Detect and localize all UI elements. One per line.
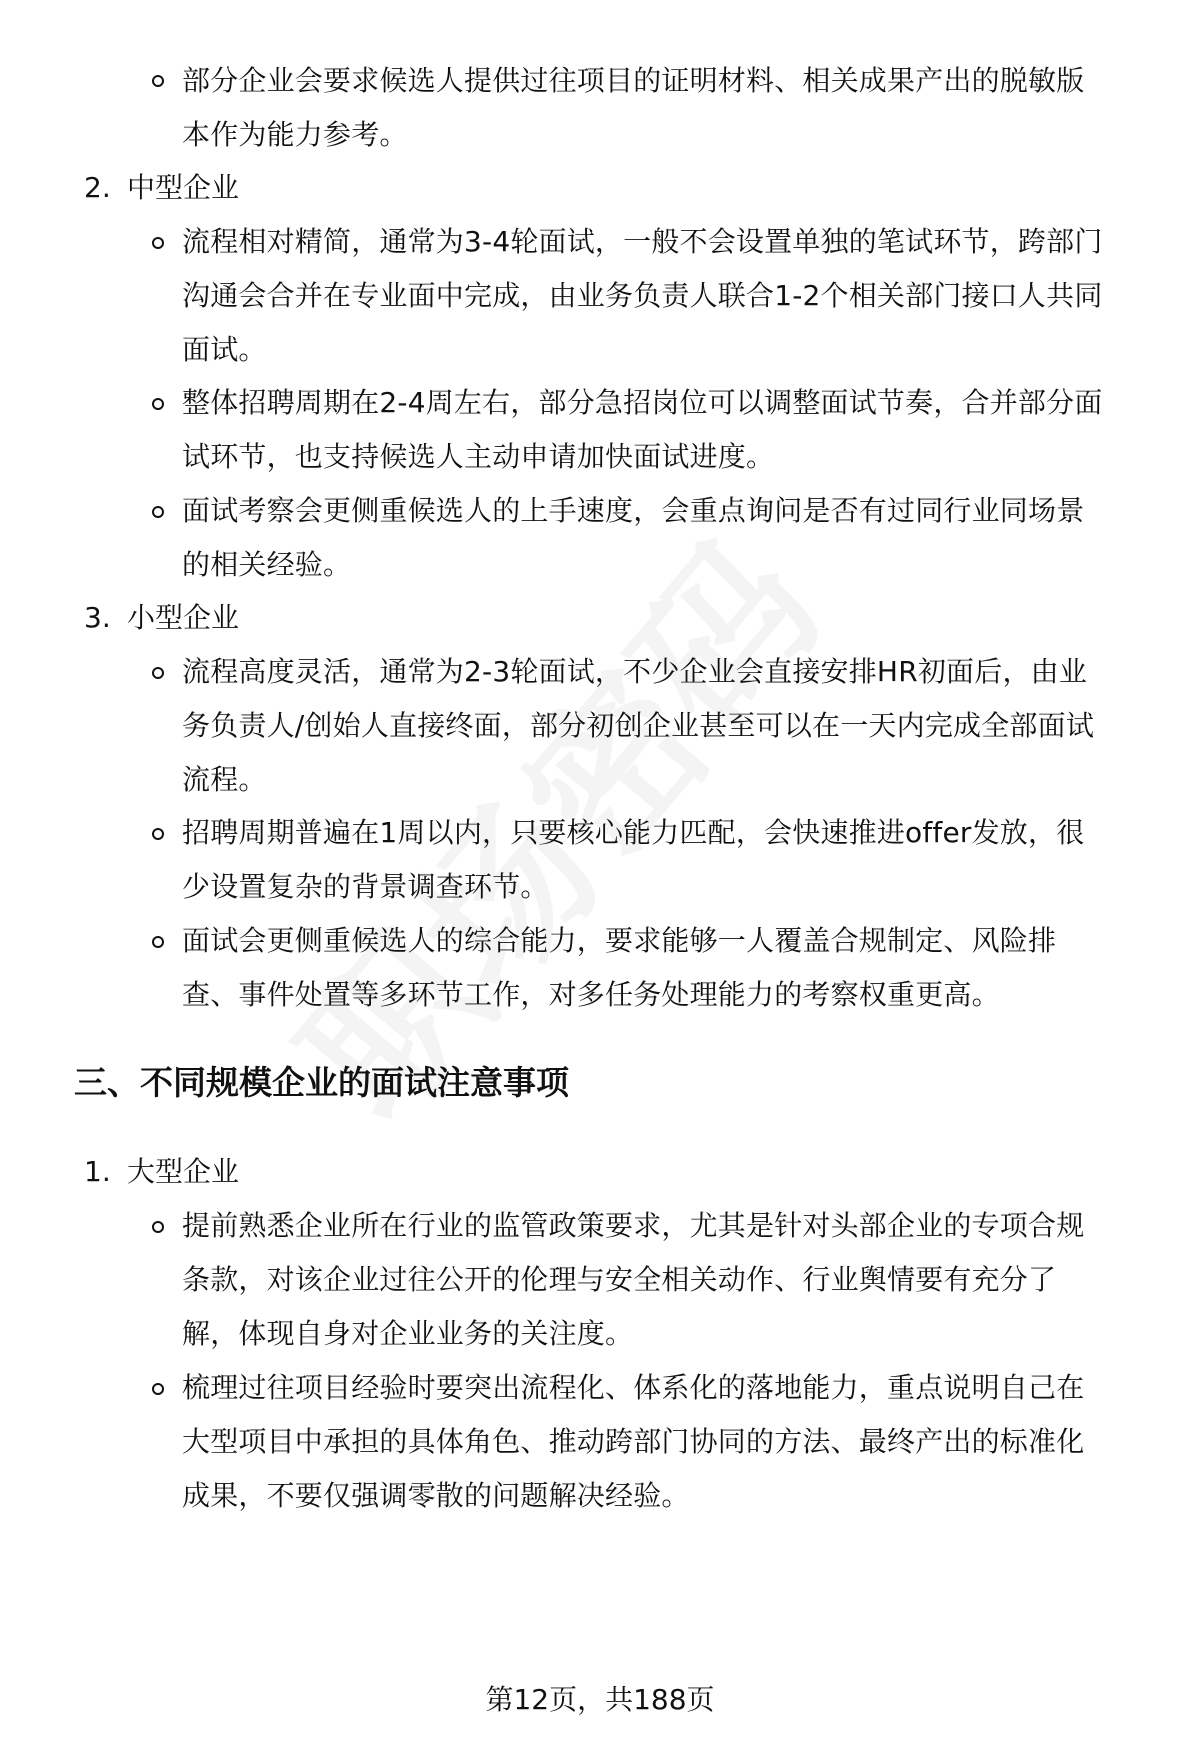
list-number: 1. [84,1155,111,1188]
list-heading: 大型企业 [127,1155,240,1188]
list-item-line: 沟通会合并在专业面中完成，由业务负责人联合1-2个相关部门接口人共同 [182,279,1103,312]
list-item-line: 解，体现自身对企业业务的关注度。 [182,1317,634,1350]
list-item-line: 提前熟悉企业所在行业的监管政策要求，尤其是针对头部企业的专项合规 [182,1209,1085,1242]
list-item-line: 部分企业会要求候选人提供过往项目的证明材料、相关成果产出的脱敏版 [182,64,1085,97]
list-item-line: 流程相对精简，通常为3-4轮面试，一般不会设置单独的笔试环节，跨部门 [182,225,1103,258]
list-item-line: 大型项目中承担的具体角色、推动跨部门协同的方法、最终产出的标准化 [182,1425,1085,1458]
list-item-line: 成果，不要仅强调零散的问题解决经验。 [182,1479,690,1512]
list-heading: 小型企业 [127,601,240,634]
list-item-line: 查、事件处置等多环节工作，对多任务处理能力的考察权重更高。 [182,978,1000,1011]
bullet-icon [152,398,164,410]
bullet-icon [152,237,164,249]
bullet-icon [152,1383,164,1395]
list-item-line: 少设置复杂的背景调查环节。 [182,870,549,903]
bullet-icon [152,667,164,679]
list-item-line: 梳理过往项目经验时要突出流程化、体系化的落地能力，重点说明自己在 [182,1371,1085,1404]
list-heading: 中型企业 [127,171,240,204]
list-number: 3. [84,601,111,634]
bullet-icon [152,936,164,948]
list-item-line: 流程。 [182,763,267,796]
list-item-line: 招聘周期普遍在1周以内，只要核心能力匹配，会快速推进offer发放，很 [182,816,1085,849]
list-item-line: 面试会更侧重候选人的综合能力，要求能够一人覆盖合规制定、风险排 [182,924,1057,957]
list-number: 2. [84,171,111,204]
bullet-icon [152,506,164,518]
list-item-line: 流程高度灵活，通常为2-3轮面试，不少企业会直接安排HR初面后，由业 [182,655,1088,688]
bullet-icon [152,828,164,840]
bullet-icon [152,1221,164,1233]
list-item-line: 面试。 [182,333,267,366]
list-item-line: 试环节，也支持候选人主动申请加快面试进度。 [182,440,775,473]
list-item-line: 务负责人/创始人直接终面，部分初创企业甚至可以在一天内完成全部面试 [182,709,1095,742]
list-item-line: 本作为能力参考。 [182,118,408,151]
list-item-line: 的相关经验。 [182,548,352,581]
list-item-line: 条款，对该企业过往公开的伦理与安全相关动作、行业舆情要有充分了 [182,1263,1057,1296]
list-item-line: 面试考察会更侧重候选人的上手速度，会重点询问是否有过同行业同场景 [182,494,1085,527]
bullet-icon [152,75,164,87]
list-item-line: 整体招聘周期在2-4周左右，部分急招岗位可以调整面试节奏，合并部分面 [182,386,1103,419]
section-heading: 三、不同规模企业的面试注意事项 [74,1063,569,1102]
page-number: 第12页，共188页 [485,1683,715,1716]
